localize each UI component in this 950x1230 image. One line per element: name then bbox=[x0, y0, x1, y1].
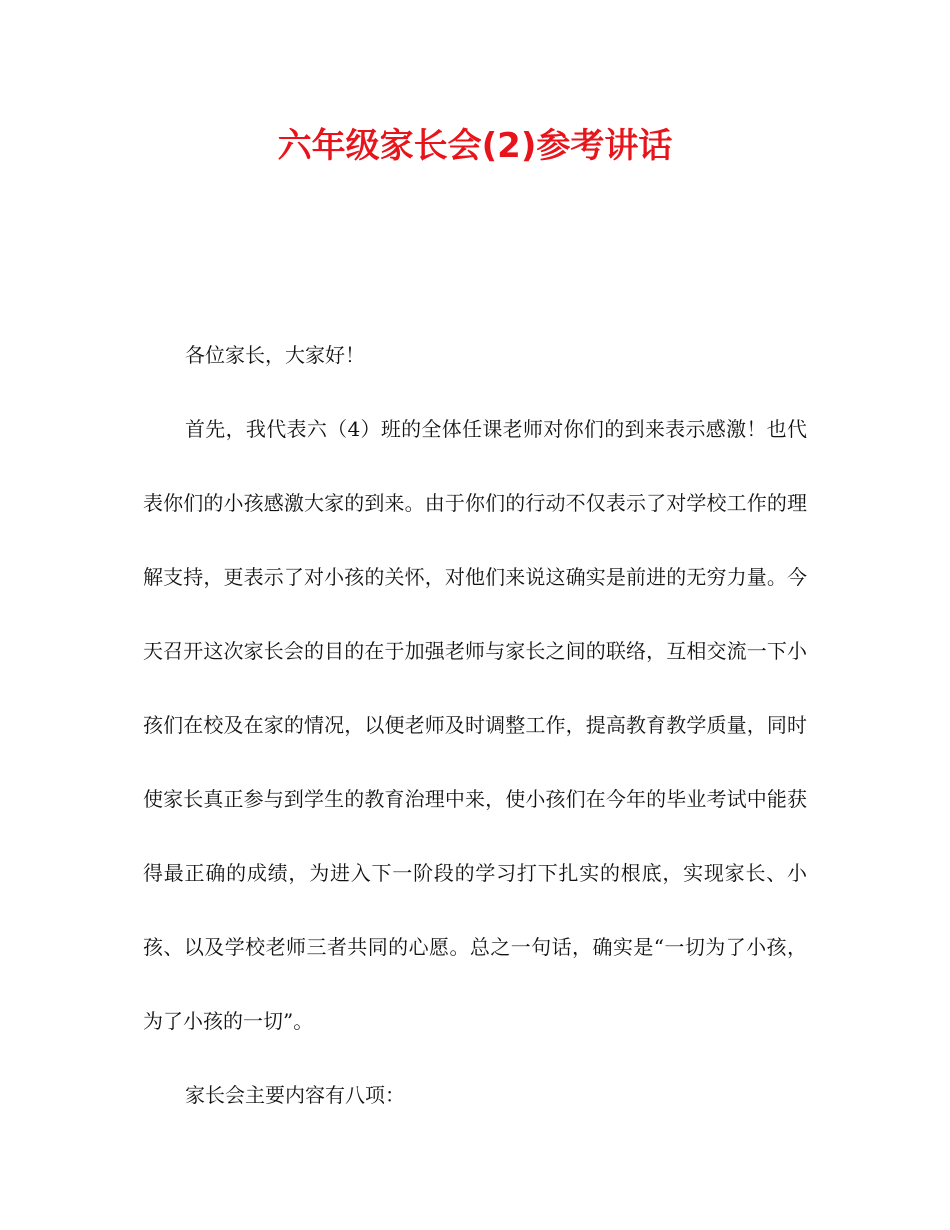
document-body bbox=[143, 318, 807, 1132]
agenda-heading-paragraph: 家长会主要内容有八项： bbox=[185, 1083, 405, 1107]
intro-paragraph: 首先，我代表六（4）班的全体任课老师对你们的到来表示感激！也代表你们的小孩感激大家的到来。由于你们的行动不仅表示了对学校工作的理解支持，更表示了对小孩的关怀，对他们来说这确实是前进的无穷力量。今天召开这次家长会的目的在于加强老师与家长之间的联络，互相交流一下小孩们在校及在家的情况，以便老师及时调整工作，提高教育教学质量，同时使家长真正参与到学生的教育治理中来，使小孩们在今年的毕业考试中能获得最正确的成绩，为进入下一阶段的学习打下扎实的根底，实现家长、小孩、以及学校老师三者共同的心愿。总之一句话，确实是“一切为了小孩，为了小孩的一切”。 bbox=[143, 417, 807, 1033]
greeting-paragraph: 各位家长，大家好！ bbox=[185, 343, 365, 367]
page-title: 六年级家长会(2)参考讲话 bbox=[277, 126, 673, 166]
